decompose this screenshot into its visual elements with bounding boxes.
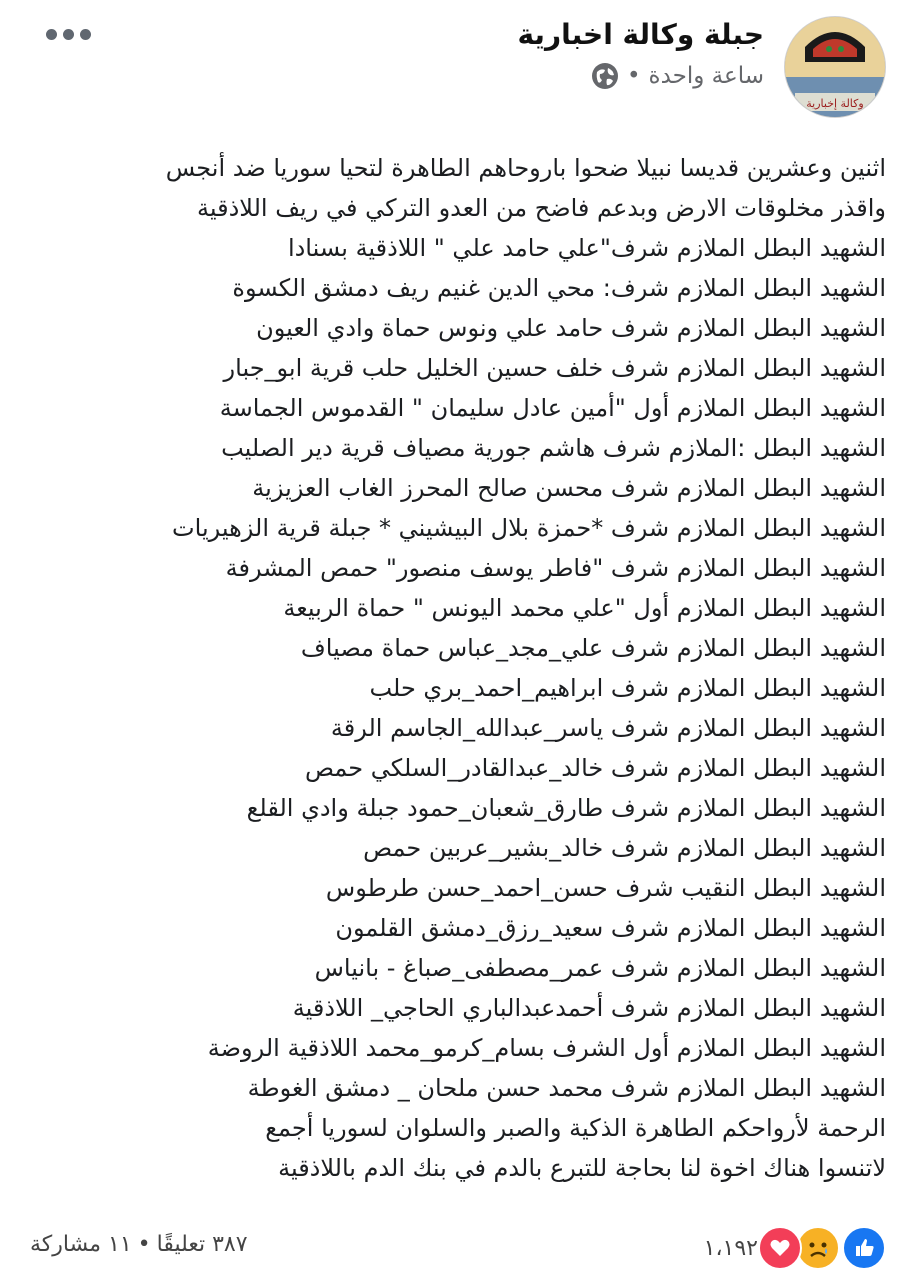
stats-separator: • bbox=[137, 1232, 151, 1257]
post-text-line: واقذر مخلوقات الارض وبدعم فاضح من العدو التركي في ريف اللاذقية bbox=[197, 194, 886, 222]
post-text-line: الشهيد البطل الملازم شرف عمر_مصطفى_صباغ - بانياس bbox=[314, 954, 886, 982]
post-text-line: الشهيد البطل الملازم شرف علي_مجد_عباس حماة مصياف bbox=[300, 634, 886, 662]
post-text-line: الشهيد البطل الملازم شرف حامد علي ونوس حماة وادي العيون bbox=[256, 314, 886, 342]
post-text-line: الشهيد البطل الملازم شرف سعيد_رزق_دمشق القلمون bbox=[335, 914, 886, 942]
post-text-line: الشهيد البطل الملازم شرف خالد_بشير_عربين حمص bbox=[363, 834, 886, 862]
avatar[interactable] bbox=[784, 16, 886, 118]
comments-count[interactable]: ٣٨٧ تعليقًا bbox=[156, 1232, 248, 1257]
post-text-line: لاتنسوا هناك اخوة لنا بحاجة للتبرع بالدم في بنك الدم باللاذقية bbox=[278, 1154, 886, 1182]
avatar-logo-icon bbox=[785, 17, 885, 117]
post-text-line: الرحمة لأرواحكم الطاهرة الذكية والصبر والسلوان لسوريا أجمع bbox=[265, 1114, 886, 1142]
post-text-line: الشهيد البطل الملازم أول "علي محمد اليونس " حماة الربيعة bbox=[283, 594, 886, 622]
like-icon bbox=[842, 1226, 886, 1270]
reactions-summary[interactable] bbox=[704, 1226, 886, 1270]
post-text-line: الشهيد البطل الملازم شرف ياسر_عبدالله_الجاسم الرقة bbox=[330, 714, 886, 742]
post-text-line: الشهيد البطل الملازم شرف "فاطر يوسف منصور" حمص المشرفة bbox=[225, 554, 886, 582]
avatar-text: وكالة إخبارية bbox=[806, 97, 864, 110]
post-text-line: الشهيد البطل الملازم شرف ابراهيم_احمد_بري حلب bbox=[369, 674, 886, 702]
post-text-line: الشهيد البطل الملازم شرف *حمزة بلال البيشيني * جبلة قرية الزهيريات bbox=[172, 514, 886, 542]
post-text-line: الشهيد البطل الملازم شرف محمد حسن ملحان _ دمشق الغوطة bbox=[247, 1074, 886, 1102]
post-text-line: الشهيد البطل :الملازم شرف هاشم جورية مصياف قرية دير الصليب bbox=[221, 434, 886, 462]
reaction-count: ١،١٩٢ bbox=[703, 1235, 758, 1261]
post-text-line: الشهيد البطل الملازم شرف: محي الدين غنيم ريف دمشق الكسوة bbox=[232, 274, 886, 302]
more-dots-icon[interactable] bbox=[46, 24, 94, 44]
post-header bbox=[0, 10, 916, 120]
post-text-line: الشهيد البطل النقيب شرف حسن_احمد_حسن طرطوس bbox=[325, 874, 886, 902]
post-text-line: اثنين وعشرين قديسا نبيلا ضحوا باروحاهم الطاهرة لتحيا سوريا ضد أنجس bbox=[165, 154, 886, 182]
post-time[interactable]: ساعة واحدة bbox=[648, 63, 764, 89]
sad-icon bbox=[796, 1226, 840, 1270]
shares-count[interactable]: ١١ مشاركة bbox=[30, 1232, 132, 1257]
post-text-line: الشهيد البطل الملازم شرف خالد_عبدالقادر_السلكي حمص bbox=[304, 754, 886, 782]
page-name[interactable]: جبلة وكالة اخبارية bbox=[517, 18, 764, 51]
love-icon bbox=[758, 1226, 802, 1270]
post-text-line: الشهيد البطل الملازم أول الشرف بسام_كرمو_محمد اللاذقية الروضة bbox=[207, 1034, 886, 1062]
post-text-line: الشهيد البطل الملازم شرف طارق_شعبان_حمود جبلة وادي القلع bbox=[246, 794, 886, 822]
post-meta bbox=[591, 62, 764, 90]
post-text bbox=[76, 148, 886, 1188]
globe-icon[interactable] bbox=[591, 62, 619, 90]
post-footer bbox=[0, 1222, 916, 1270]
post-text-line: الشهيد البطل الملازم شرف أحمدعبدالباري الحاجي_ اللاذقية bbox=[292, 994, 886, 1022]
post-text-line: الشهيد البطل الملازم شرف محسن صالح المحرز الغاب العزيزية bbox=[252, 474, 886, 502]
post-text-line: الشهيد البطل الملازم شرف"علي حامد علي " اللاذقية بسنادا bbox=[287, 234, 886, 262]
meta-separator: • bbox=[626, 63, 641, 89]
post-text-line: الشهيد البطل الملازم أول "أمين عادل سليمان " القدموس الجماسة bbox=[219, 394, 886, 422]
post-text-line: الشهيد البطل الملازم شرف خلف حسين الخليل حلب قرية ابو_جبار bbox=[223, 354, 886, 382]
post-stats bbox=[30, 1232, 248, 1257]
